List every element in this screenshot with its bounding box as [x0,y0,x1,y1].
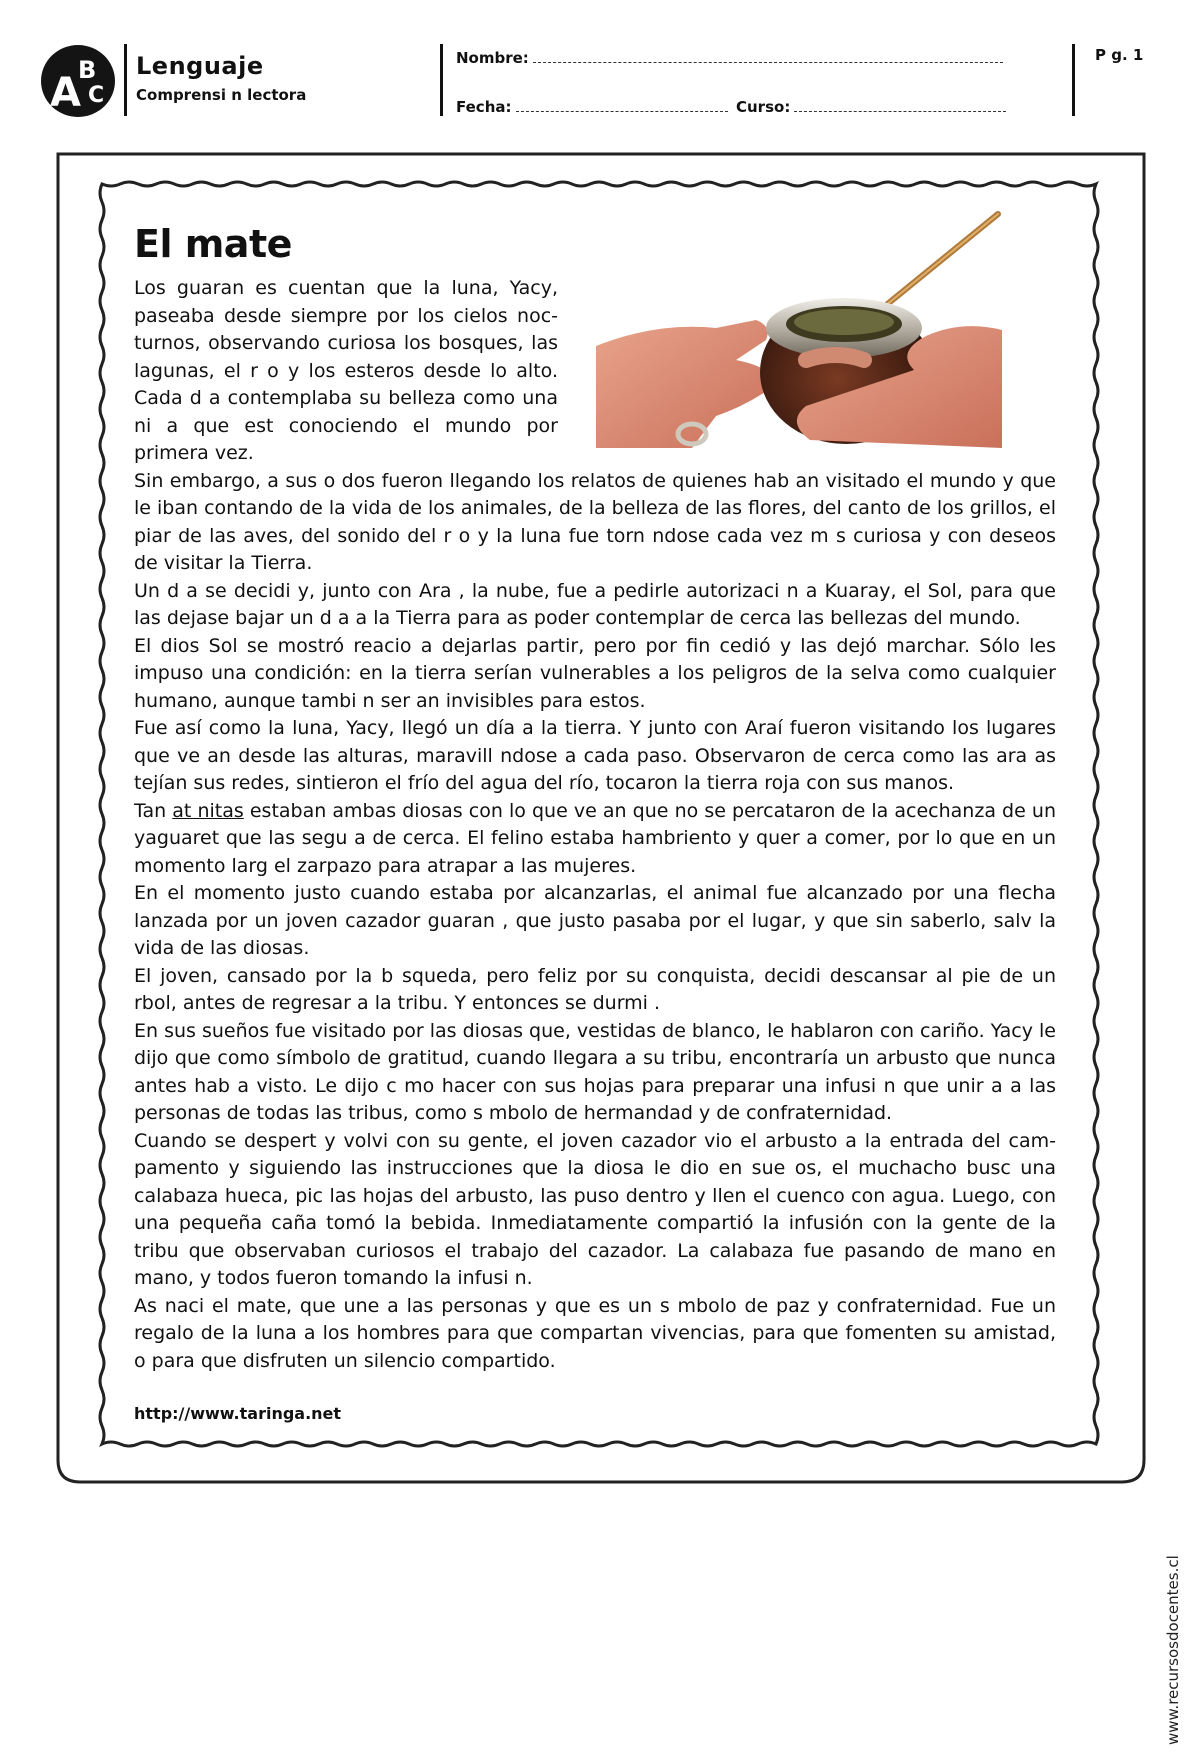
abc-logo [40,44,116,118]
paragraph-6-end: estaban ambas diosas con lo que ve an que no se percataron de la acechanza de un yaguaret que las segu a de cerca. El felino estaba hambriento y quer a comer, por lo que en un momento larg el zarpazo para atrapar a las mujeres. [134,799,1056,877]
page-number: P g. 1 [1095,46,1144,64]
article-title: El mate [134,222,292,266]
name-label: Nombre: [456,49,529,67]
header-divider [124,44,127,116]
name-line[interactable] [533,48,1003,63]
paragraph-5: Fue así como la luna, Yacy, llegó un día a la tierra. Y junto con Araí fueron visitando los lugares que ve an desde las alturas, maravill ndose a cada paso. Observaron de cerca como las ara as tejían sus redes, sintieron el frío del agua del río, tocaron la tierra roja con sus manos. [134,717,1056,794]
paragraph-9: En sus sueños fue visitado por las diosas que, vestidas de blanco, le hablaron con cariño. Yacy le dijo que como símbolo de gratitud, cuando llegara a su tribu, encontraría un arbusto que nunca antes hab a visto. Le dijo c mo hacer con sus hojas para preparar una infusi n que unir a a las personas de todas las tribus, como s mbolo de hermandad y de confraternidad. [134,1019,1056,1124]
logo-letter-c: C [88,83,105,108]
course-line[interactable] [794,97,1006,112]
paragraph-10: Cuando se despert y volvi con su gente, el joven cazador vio el arbusto a la entrada del cam-pamento y siguiendo las instrucciones que la diosa le dio en sue os, el muchacho busc una calabaza hueca, pic las hojas del arbusto, las puso dentro y llen el cuenco con agua. Luego, con una pequeña caña tomó la bebida. Inmediatamente compartió la infusión con la gente de la tribu que observaban curiosos el trabajo del cazador. La calabaza fue pasando de mano en mano, y todos fueron tomando la infusi n. [134,1129,1056,1289]
date-label: Fecha: [456,98,512,116]
header-divider [440,44,443,116]
side-url [1148,1255,1192,1755]
paragraph-3: Un d a se decidi y, junto con Ara , la nube, fue a pedirle autorizaci n a Kuaray, el Sol, para que las dejase bajar un d a a la Tierra para as poder contemplar de cerca las bellezas del mundo. [134,579,1056,629]
date-field[interactable] [456,97,728,116]
paragraph-6-start: Tan [134,799,173,822]
header-brand [136,52,306,104]
paragraph-11: As naci el mate, que une a las personas y que es un s mbolo de paz y confraternidad. Fue un regalo de la luna a los hombres para que compartan vivencias, para que fomenten su amistad, o para que disfruten un silencio compartido. [134,1294,1056,1372]
subject-label: Lenguaje [136,52,264,80]
underlined-word: at nitas [172,799,244,822]
paragraph-1: Los guaran es cuentan que la luna, Yacy, paseaba desde siempre por los cielos noc-turnos, observando curiosa los bosques, las lagunas, el r o y los esteros desde lo alto. Cada d a contemplaba su belleza como una ni a que est conociendo el mundo por primera vez. [134,277,558,464]
paragraph-8: El joven, cansado por la b squeda, pero feliz por su conquista, decidi descansar al pie de un rbol, antes de regresar a la tribu. Y entonces se durmi . [134,964,1056,1014]
name-field[interactable] [456,48,1003,67]
paragraph-7: En el momento justo cuando estaba por alcanzarlas, el animal fue alcanzado por una flecha lanzada por un joven cazador guaran , que justo pasaba por el lugar, y que sin saberlo, salv la vida de las diosas. [134,882,1056,959]
date-line[interactable] [516,97,728,112]
side-url-text: www.recursosdocentes.cl [1164,1555,1182,1745]
article-body [134,275,1056,1375]
source-link[interactable]: http://www.taringa.net [134,1404,342,1423]
logo-letter-a: A [50,70,81,116]
course-field[interactable] [736,97,1006,116]
course-label: Curso: [736,98,791,116]
subtitle-label: Comprensi n lectora [136,86,307,104]
header-divider [1072,44,1075,116]
paragraph-6 [134,798,1056,881]
paragraph-4: El dios Sol se mostró reacio a dejarlas partir, pero por fin cedió y las dejó marchar. Sólo les impuso una condición: en la tierra serían vulnerables a los peligros de la selva como cualquier humano, aunque tambi n ser an invisibles para estos. [134,634,1056,712]
logo-letter-b: B [78,56,97,84]
paragraph-2: Sin embargo, a sus o dos fueron llegando los relatos de quienes hab an visitado el mundo y que le iban contando de la vida de los animales, de la belleza de las flores, del canto de los grillos, el piar de las aves, del sonido del r o y la luna fue torn ndose cada vez m s curiosa y con deseos de visitar la Tierra. [134,469,1056,574]
